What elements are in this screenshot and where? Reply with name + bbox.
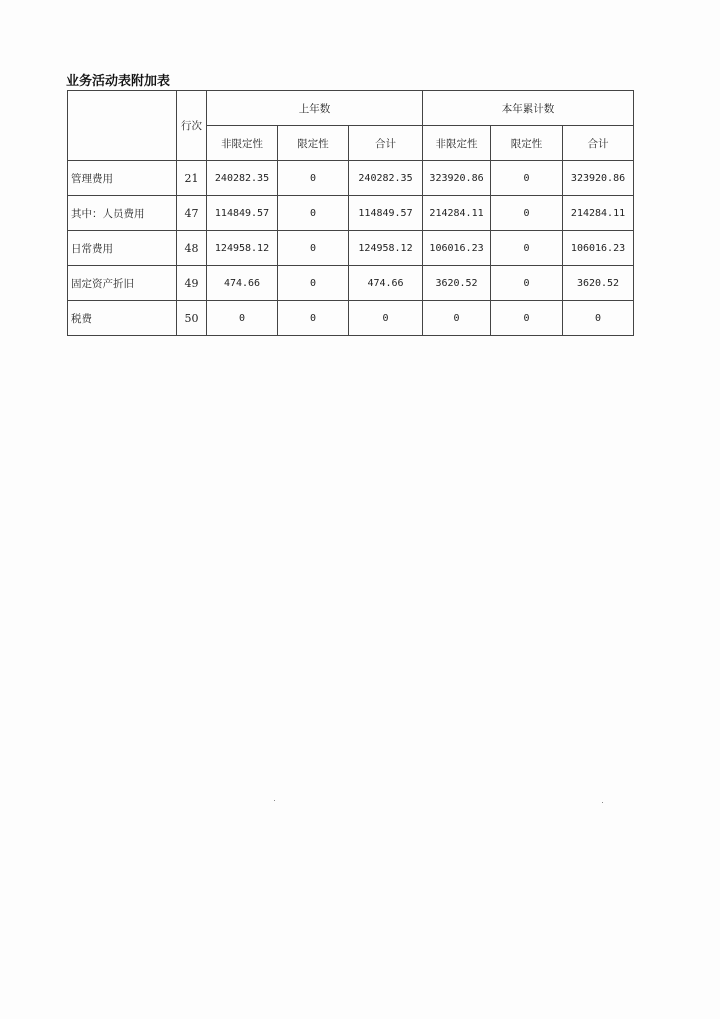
value-cell: 114849.57 — [349, 196, 423, 231]
value-cell: 114849.57 — [207, 196, 278, 231]
table-row — [68, 161, 634, 196]
value-cell: 0 — [423, 301, 491, 336]
sub-header: 限定性 — [491, 126, 563, 161]
blank-header-cell — [68, 91, 177, 161]
value-cell: 0 — [278, 196, 349, 231]
sub-header: 非限定性 — [207, 126, 278, 161]
value-cell: 0 — [491, 231, 563, 266]
value-cell: 0 — [278, 161, 349, 196]
value-cell: 214284.11 — [563, 196, 634, 231]
value-cell: 214284.11 — [423, 196, 491, 231]
row-number: 50 — [177, 301, 207, 336]
value-cell: 124958.12 — [207, 231, 278, 266]
document-title: 业务活动表附加表 — [66, 74, 171, 89]
row-label: 管理费用 — [68, 161, 177, 196]
row-number: 21 — [177, 161, 207, 196]
row-label: 税费 — [68, 301, 177, 336]
value-cell: 0 — [278, 266, 349, 301]
sub-header: 限定性 — [278, 126, 349, 161]
row-label: 固定资产折旧 — [68, 266, 177, 301]
value-cell: 323920.86 — [423, 161, 491, 196]
value-cell: 323920.86 — [563, 161, 634, 196]
value-cell: 0 — [491, 301, 563, 336]
value-cell: 0 — [491, 266, 563, 301]
value-cell: 0 — [563, 301, 634, 336]
table-row — [68, 266, 634, 301]
value-cell: 0 — [278, 231, 349, 266]
value-cell: 0 — [491, 196, 563, 231]
table-row — [68, 196, 634, 231]
prev-year-header: 上年数 — [207, 91, 423, 126]
header-row-1 — [68, 91, 634, 126]
value-cell: 124958.12 — [349, 231, 423, 266]
table-row — [68, 231, 634, 266]
value-cell: 240282.35 — [207, 161, 278, 196]
value-cell: 3620.52 — [563, 266, 634, 301]
row-label: 其中：人员费用 — [68, 196, 177, 231]
curr-year-header: 本年累计数 — [423, 91, 634, 126]
sub-header: 非限定性 — [423, 126, 491, 161]
value-cell: 106016.23 — [423, 231, 491, 266]
value-cell: 474.66 — [349, 266, 423, 301]
sub-header: 合计 — [563, 126, 634, 161]
row-number: 49 — [177, 266, 207, 301]
row-number: 48 — [177, 231, 207, 266]
row-number: 47 — [177, 196, 207, 231]
value-cell: 0 — [278, 301, 349, 336]
value-cell: 0 — [491, 161, 563, 196]
sub-header: 合计 — [349, 126, 423, 161]
row-label: 日常费用 — [68, 231, 177, 266]
value-cell: 0 — [207, 301, 278, 336]
table-row — [68, 301, 634, 336]
value-cell: 106016.23 — [563, 231, 634, 266]
scan-speck — [602, 802, 603, 803]
activity-supplement-table — [67, 90, 634, 336]
value-cell: 240282.35 — [349, 161, 423, 196]
scan-speck — [274, 800, 275, 801]
value-cell: 3620.52 — [423, 266, 491, 301]
value-cell: 474.66 — [207, 266, 278, 301]
row-no-header: 行次 — [177, 91, 207, 161]
value-cell: 0 — [349, 301, 423, 336]
